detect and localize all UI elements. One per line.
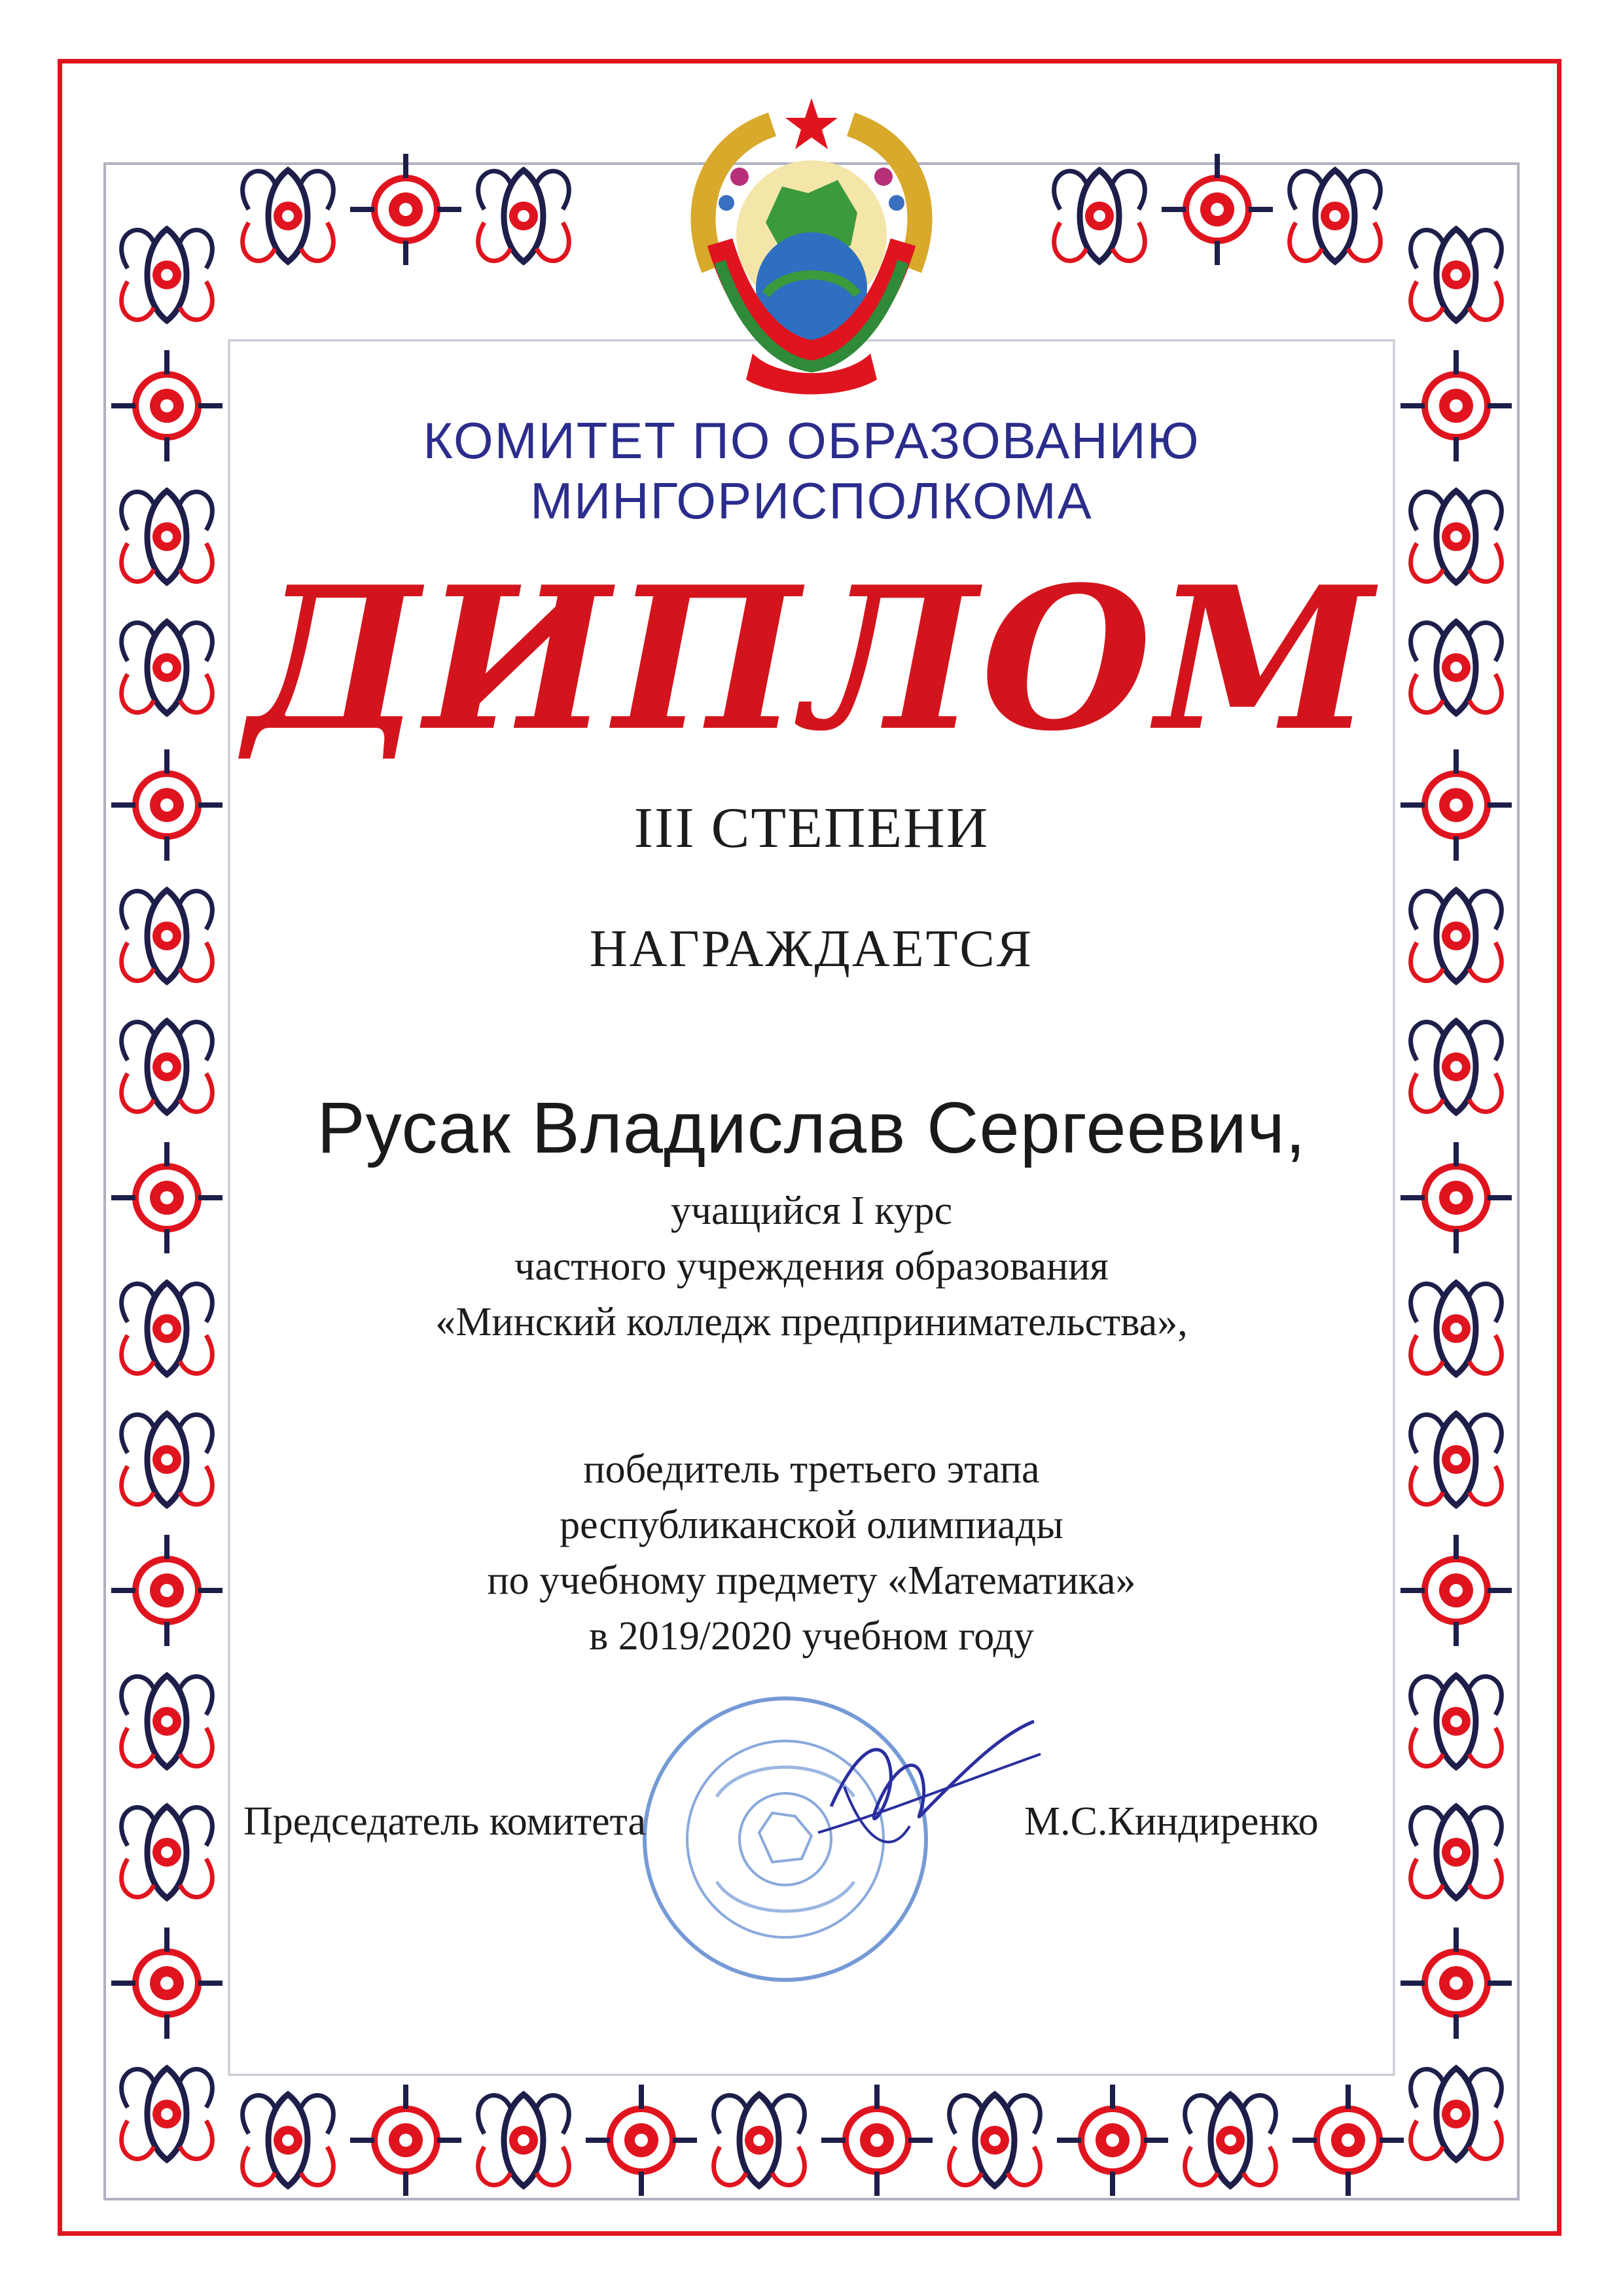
recipient-institution-line-1: частного учреждения образования xyxy=(514,1244,1109,1289)
recipient-name: Русак Владислав Сергеевич, xyxy=(317,1088,1306,1168)
achievement-line-3: по учебному предмету «Математика» xyxy=(487,1558,1136,1603)
recipient-status: учащийся I курс xyxy=(670,1189,953,1233)
recipient-institution-line-2: «Минский колледж предпринимательства», xyxy=(435,1300,1188,1344)
achievement-line-1: победитель третьего этапа xyxy=(583,1447,1040,1492)
achievement-line-4: в 2019/2020 учебном году xyxy=(588,1614,1035,1659)
issuer-line-2: МИНГОРИСПОЛКОМА xyxy=(530,472,1093,529)
award-statement: НАГРАЖДАЕТСЯ xyxy=(589,920,1034,978)
achievement-line-2: республиканской олимпиады xyxy=(560,1503,1063,1547)
issuer-line-1: КОМИТЕТ ПО ОБРАЗОВАНИЮ xyxy=(423,412,1200,469)
diploma-degree: III СТЕПЕНИ xyxy=(633,797,990,860)
signatory-name: М.С.Киндиренко xyxy=(1024,1799,1319,1844)
diploma-title: ДИПЛОМ xyxy=(245,543,1378,774)
signatory-role: Председатель комитета xyxy=(243,1799,646,1844)
